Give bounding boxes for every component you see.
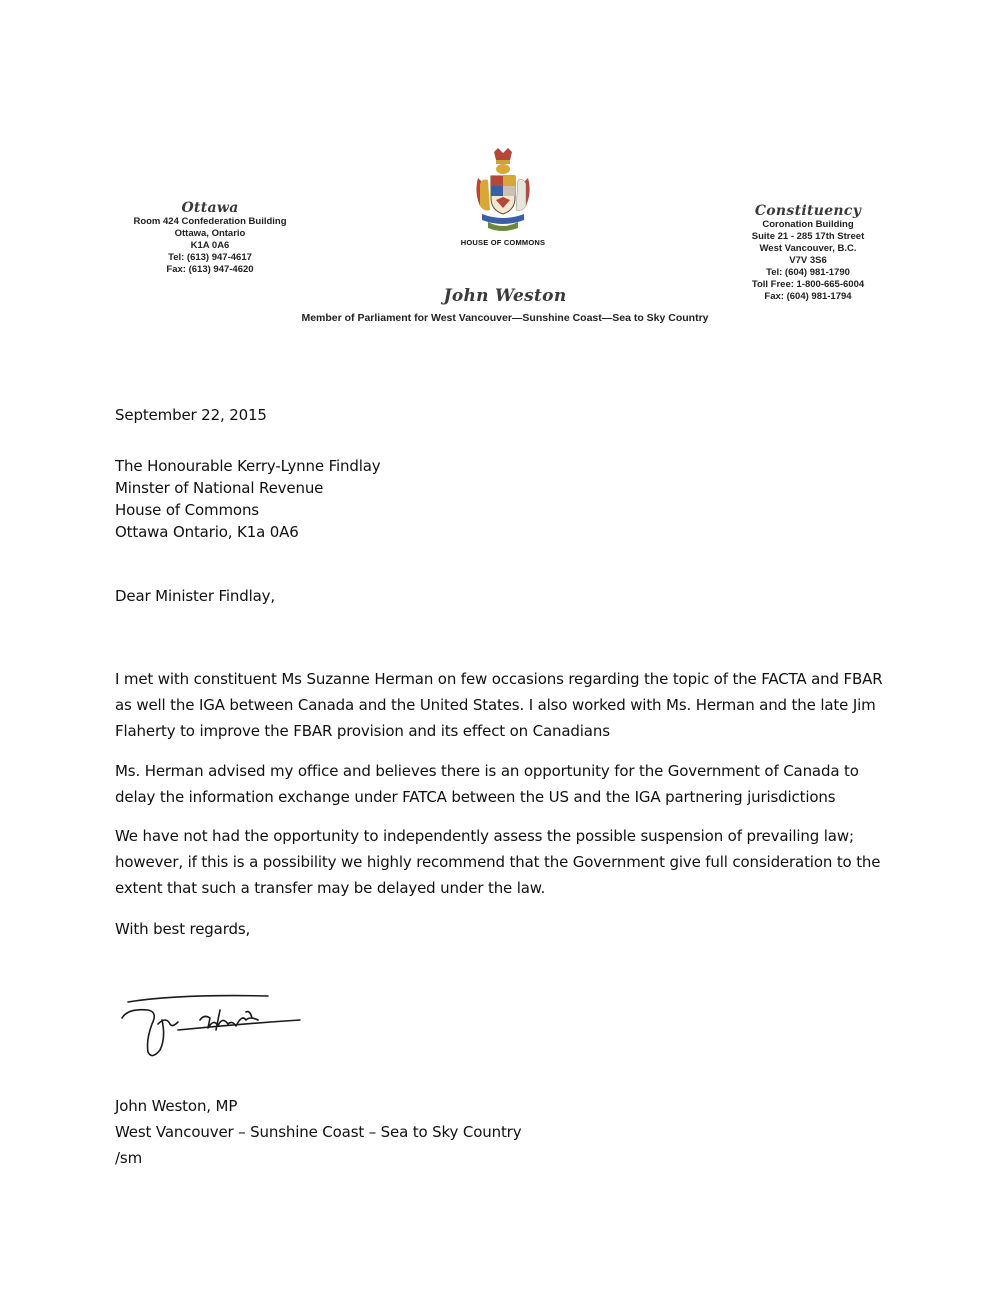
paragraph bbox=[115, 758, 895, 810]
ottawa-heading: Ottawa bbox=[181, 200, 239, 216]
constituency-line: West Vancouver, B.C. bbox=[759, 243, 857, 254]
constituency-line: Coronation Building bbox=[762, 219, 854, 230]
house-of-commons-label: HOUSE OF COMMONS bbox=[460, 238, 546, 247]
recipient-line: The Honourable Kerry-Lynne Findlay bbox=[115, 457, 381, 475]
constituency-line: Tel: (604) 981-1790 bbox=[766, 267, 850, 278]
paragraph-line: We have not had the opportunity to independently assess the possible suspension of prevailing law; bbox=[115, 827, 854, 845]
ottawa-line: Room 424 Confederation Building bbox=[133, 216, 287, 227]
ottawa-line: Ottawa, Ontario bbox=[174, 228, 246, 239]
constituency-line: V7V 3S6 bbox=[789, 255, 827, 266]
paragraph-line: I met with constituent Ms Suzanne Herman on few occasions regarding the topic of the FACTA and FBAR bbox=[115, 670, 883, 688]
paragraph-line: Flaherty to improve the FBAR provision and its effect on Canadians bbox=[115, 722, 610, 740]
closing: With best regards, bbox=[115, 920, 251, 938]
signature-line: West Vancouver – Sunshine Coast – Sea to Sky Country bbox=[115, 1123, 522, 1141]
constituency-heading: Constituency bbox=[754, 203, 862, 219]
constituency-line: Toll Free: 1-800-665-6004 bbox=[751, 279, 865, 290]
recipient-line: House of Commons bbox=[115, 501, 259, 519]
paragraph-line: delay the information exchange under FATCA between the US and the IGA partnering jurisdictions bbox=[115, 788, 836, 806]
signature-block bbox=[115, 1093, 521, 1171]
constituency-office-block bbox=[730, 203, 886, 303]
signature-line: /sm bbox=[115, 1149, 143, 1167]
signature-line: John Weston, MP bbox=[115, 1097, 238, 1115]
paragraph-line: extent that such a transfer may be delayed under the law. bbox=[115, 879, 546, 897]
member-title: Member of Parliament for West Vancouver—Sunshine Coast—Sea to Sky Country bbox=[301, 312, 709, 324]
recipient-line: Ottawa Ontario, K1a 0A6 bbox=[115, 523, 299, 541]
recipient-line: Minster of National Revenue bbox=[115, 479, 324, 497]
salutation: Dear Minister Findlay, bbox=[115, 587, 275, 605]
ottawa-line: K1A 0A6 bbox=[190, 240, 230, 251]
paragraph bbox=[115, 666, 895, 744]
ottawa-office-block bbox=[120, 200, 300, 276]
ottawa-address bbox=[120, 216, 300, 276]
constituency-address bbox=[730, 219, 886, 303]
member-name: John Weston bbox=[443, 286, 567, 306]
ottawa-line: Tel: (613) 947-4617 bbox=[168, 252, 252, 263]
paragraph bbox=[115, 823, 895, 901]
recipient-address bbox=[115, 455, 381, 543]
ottawa-line: Fax: (613) 947-4620 bbox=[166, 264, 254, 275]
constituency-line: Fax: (604) 981-1794 bbox=[764, 291, 852, 302]
coat-of-arms-icon bbox=[472, 148, 534, 234]
paragraph-line: however, if this is a possibility we highly recommend that the Government give full consideration to the bbox=[115, 853, 881, 871]
letter-date: September 22, 2015 bbox=[115, 406, 267, 424]
constituency-line: Suite 21 - 285 17th Street bbox=[751, 231, 865, 242]
paragraph-line: as well the IGA between Canada and the United States. I also worked with Ms. Herman and the late Jim bbox=[115, 696, 876, 714]
signature-icon bbox=[118, 990, 308, 1062]
paragraph-line: Ms. Herman advised my office and believes there is an opportunity for the Government of Canada to bbox=[115, 762, 859, 780]
